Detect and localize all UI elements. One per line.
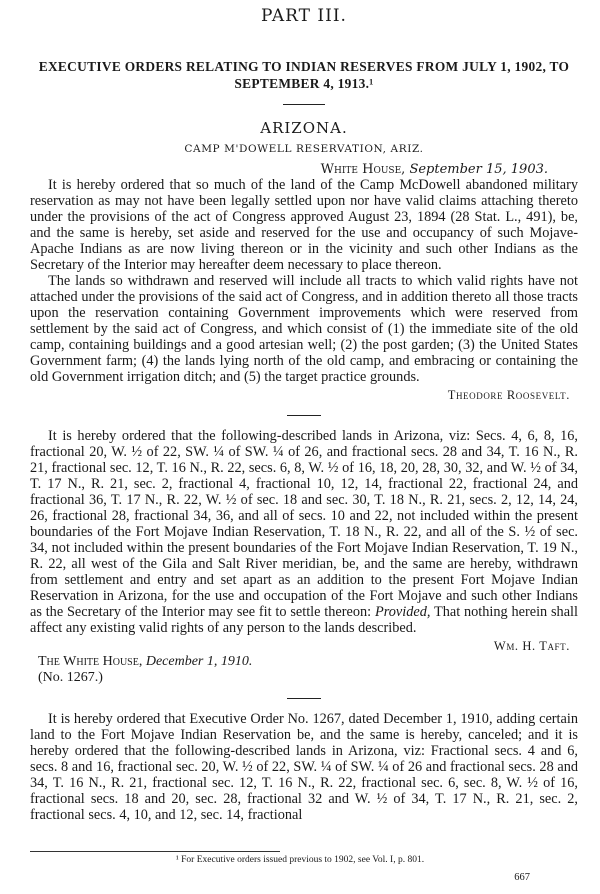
order3-paragraph: It is hereby ordered that Executive Order No. 1267, dated December 1, 1910, adding certain land to the Fort Mojave Indian Reservation be, and the same is hereby, canceled; and it is hereby ordered that the following-described lands in Arizona, viz: Fractional secs. 4 and 6, secs. 8 and 16, fractional sec. 20, W. ½ of 22, SW. ¼ of SW. ¼ of 26 and fractional secs. 28 and 34, T. 16 N., R. 21, fractional sec. 12, T. 16 N., R. 22, fractional sec. 6, sec. 8, W. ½ of 16, fractional secs. 18 and 20, sec. 28, fractional 32 and W. ½ of 34, T. 17 N., R. 21, sec. 2, fractional secs. 4, 10, and 12, sec. 14, fractional xyxy=(30,711,578,823)
order2-proviso: Provided, xyxy=(374,604,431,620)
order1-dateline xyxy=(30,162,578,177)
footnote: ¹ For Executive orders issued previous to 1902, see Vol. I, p. 801. xyxy=(175,855,425,865)
order2-place: The White House, xyxy=(38,654,143,669)
reservation-heading: CAMP M'DOWELL RESERVATION, ARIZ. xyxy=(184,143,424,155)
part-heading: PART III. xyxy=(261,6,347,26)
order1-signature: Theodore Roosevelt. xyxy=(447,388,570,402)
order2-number: (No. 1267.) xyxy=(38,670,103,685)
page-number: 667 xyxy=(514,872,530,883)
order1-paragraph-2: The lands so withdrawn and reserved will include all tracts to which valid rights have not attached under the provisions of the said act of Congress, and in addition thereto all those tracts upon the reservation containing Government improvements which were reserved from settlement by the said act of Congress, and which consist of (1) the immediate site of the old camp, containing buildings and a good artesian well; (2) the post garden; (3) the United States Government farm; (4) the lands lying north of the old camp, and embracing or containing the old Government irrigation ditch; and (5) the target practice grounds. xyxy=(30,273,578,385)
section-title: EXECUTIVE ORDERS RELATING TO INDIAN RESERVES FROM JULY 1, 1902, TO SEPTEMBER 4, 1913.¹ xyxy=(38,59,570,91)
order1-paragraph-1: It is hereby ordered that so much of the land of the Camp McDowell abandoned military reservation as may not have been legally settled upon nor have valid claims attaching thereto under the provisions of the act of Congress approved August 23, 1894 (28 Stat. L., 491), be, and the same is hereby, set aside and reserved for the use and occupancy of such Mojave-Apache Indians as are now living thereon or in the vicinity and such other Indians as the Secretary of the Interior may hereafter deem necessary to place thereon. xyxy=(30,177,578,273)
footnote-divider xyxy=(30,851,280,852)
order2-text-after: That nothing herein shall affect any existing valid rights of any person to the lands described. xyxy=(30,604,578,636)
order1-dateline-place: White House, xyxy=(320,162,406,177)
order2-date: December 1, 1910. xyxy=(145,654,253,669)
order2-text: It is hereby ordered that the following-described lands in Arizona, viz: Secs. 4, 6, 8, 16, fractional 20, W. ½ of 22, SW. ¼ of SW. ¼ of 26, and fractional secs. 28 and 34, T. 16 N., R. 21, fractional sec. 12, T. 16 N., R. 22, secs. 6, 8, W. ½ of 16, 18, 20, 28, 30, 32, and W. ½ of 34, T. 17 N., R. 21, sec. 2, fractional 4, fractional 10, 12, 14, fractional 22, fractional 24, and fractional 36, T. 17 N., R. 22, W. ½ of sec. 18 and sec. 30, T. 18 N., R. 21, secs. 2, 12, 14, 24, 26, fractional 28, fractional 34, 36, and all of secs. 10 and 22, not included within the present boundaries of the Fort Mojave Indian Reservation, T. 18 N., R. 22, and all of the S. ½ of sec. 34, not included within the present boundaries of the Fort Mojave Indian Reservation, T. 19 N., R. 22, all west of the Gila and Salt River meridian, be, and the same are hereby, withdrawn from settlement and entry and set apart as an addition to the present Fort Mojave Indian Reservation in Arizona, for the use and occupation of the Fort Mojave and such other Indians as the Secretary of the Interior may see fit to settle thereon: xyxy=(30,428,578,620)
order2-dateline xyxy=(30,654,578,670)
divider xyxy=(287,698,321,699)
divider xyxy=(287,415,321,416)
state-heading: ARIZONA. xyxy=(260,119,348,137)
divider xyxy=(283,104,325,105)
order1-dateline-date: September 15, 1903. xyxy=(409,162,548,177)
order2-paragraph xyxy=(30,428,578,636)
order2-signature: Wm. H. Taft. xyxy=(493,639,570,653)
